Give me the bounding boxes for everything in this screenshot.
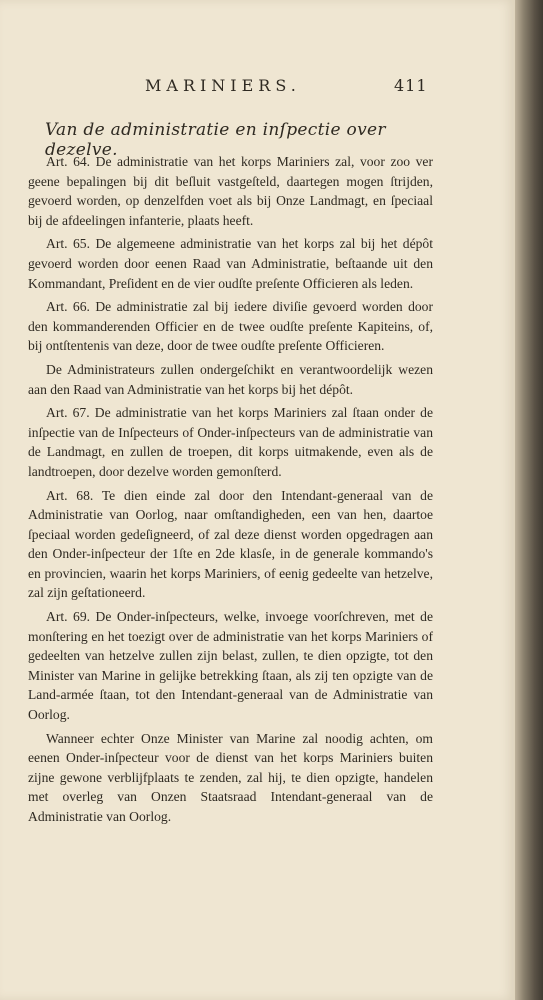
section-title: Van de administratie en inſpectie over dezelve. (45, 120, 386, 160)
body-text (28, 152, 433, 831)
running-head: MARINIERS. (145, 76, 301, 95)
page-number: 411 (394, 76, 428, 95)
paragraph-art-68: Art. 68. Te dien einde zal door den Intendant-generaal van de Administratie van Oorlog, naar omſtandigheden, een van hen, daartoe ſpeciaal worden gedeſigneerd, of zal deze dienst worden opgedragen aan den Onder-inſpecteur der 1ſte en 2de klasſe, in de generale kommando's en provincien, waarin het korps Mariniers, of eenig gedeelte van hetzelve, zal zijn geſtationeerd. (28, 487, 433, 601)
paragraph-art-65: Art. 65. De algemeene administratie van het korps zal bij het dépôt gevoerd worden door eenen Raad van Administratie, beſtaande uit den Kommandant, Preſident en de vier oudſte preſente Officieren als leden. (28, 236, 433, 291)
page-edge-shadow (515, 0, 543, 1000)
page-header (0, 76, 515, 106)
paragraph-art-66: Art. 66. De administratie zal bij iedere diviſie gevoerd worden door den kommanderenden Officier en de twee oudſte preſente Kapiteins, of, bij ontſtentenis van deze, door de twee oudſte preſente Officieren. (28, 299, 433, 354)
paragraph-art-67: Art. 67. De administratie van het korps Mariniers zal ſtaan onder de inſpectie van de Inſpecteurs of Onder-inſpecteurs van de administratie van de Landmagt, en zullen de troepen, dit korps uitmakende, even als de landtroepen, door dezelve worden gemonſterd. (28, 405, 433, 479)
paragraph-art-64: Art. 64. De administratie van het korps Mariniers zal, voor zoo ver geene bepalingen bij dit beſluit vastgeſteld, daartegen mogen ſtrijden, gevoerd worden, op denzelfden voet als bij Onze Landmagt, en ſpeciaal bij de afdeelingen infanterie, plaats heeft. (28, 154, 433, 228)
paragraph-wanneer: Wanneer echter Onze Minister van Marine zal noodig achten, om eenen Onder-inſpecteur voor de dienst van het korps Mariniers buiten zijne gewone verblijfplaats te zenden, zal hij, te dien opzigte, handelen met overleg van Onzen Staatsraad Intendant-generaal van de Administratie van Oorlog. (28, 730, 433, 824)
paragraph-administrateurs: De Administrateurs zullen ondergeſchikt en verantwoordelijk wezen aan den Raad van Administratie van het korps bij het dépôt. (28, 361, 433, 397)
paragraph-art-69: Art. 69. De Onder-inſpecteurs, welke, invoege voorſchreven, met de monſtering en het toezigt over de administratie van het korps Mariniers of gedeelten van hetzelve zullen zijn belast, zullen, te dien opzigte, tot den Minister van Marine in gelijke betrekking ſtaan, als zij ten opzigte van de Land-armée ſtaan, tot den Intendant-generaal van de Administratie van Oorlog. (28, 609, 433, 723)
